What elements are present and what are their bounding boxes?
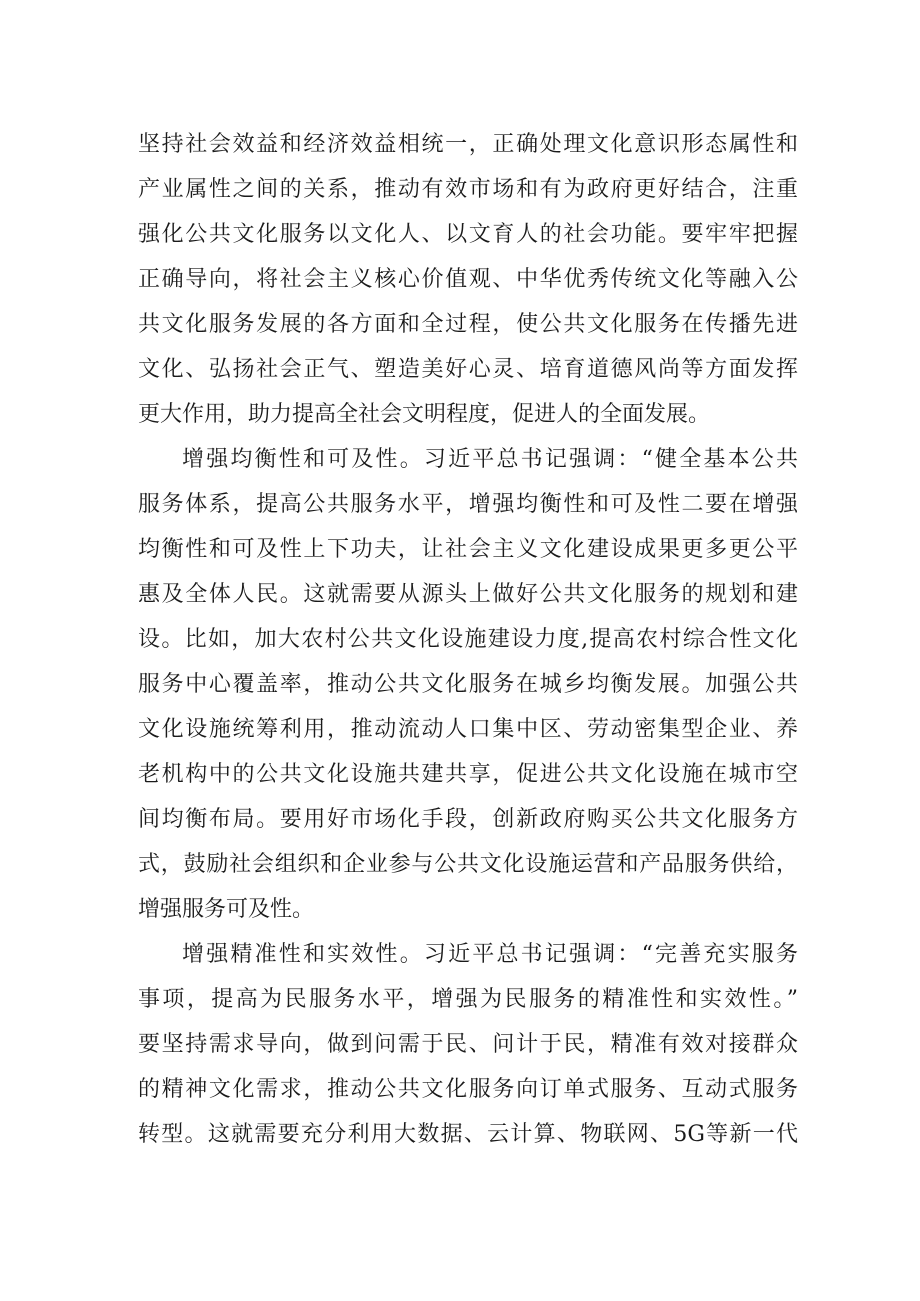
text-line: 更大作用，助力提高全社会文明程度，促进人的全面发展。 (138, 402, 711, 427)
text-line: 均衡性和可及性上下功夫，让社会主义文化建设成果更多更公平 (138, 537, 798, 562)
text-line: 事项，提高为民服务水平，增强为民服务的精准性和实效性。” (138, 987, 798, 1012)
text-line: 坚持社会效益和经济效益相统一，正确处理文化意识形态属性和 (138, 132, 798, 157)
text-line: 产业属性之间的关系，推动有效市场和有为政府更好结合，注重 (138, 177, 798, 202)
text-line: 服务体系，提高公共服务水平，增强均衡性和可及性二要在增强 (138, 492, 798, 517)
text-line: 正确导向，将社会主义核心价值观、中华优秀传统文化等融入公 (138, 267, 798, 292)
text-line: 老机构中的公共文化设施共建共享，促进公共文化设施在城市空 (138, 762, 798, 787)
text-line: 共文化服务发展的各方面和全过程，使公共文化服务在传播先进 (138, 312, 798, 337)
text-line: 服务中心覆盖率，推动公共文化服务在城乡均衡发展。加强公共 (138, 672, 798, 697)
text-line: 增强服务可及性。 (138, 897, 315, 922)
text-line: 强化公共文化服务以文化人、以文育人的社会功能。要牢牢把握 (138, 222, 798, 247)
text-line: 文化、弘扬社会正气、塑造美好心灵、培育道德风尚等方面发挥 (138, 357, 798, 382)
paragraph-3 (138, 932, 798, 1157)
text-line: 要坚持需求导向，做到问需于民、问计于民，精准有效对接群众 (138, 1032, 798, 1057)
text-line: 惠及全体人民。这就需要从源头上做好公共文化服务的规划和建 (138, 582, 798, 607)
paragraph-2 (138, 437, 798, 932)
text-line: 设。比如，加大农村公共文化设施建设力度,提高农村综合性文化 (138, 627, 798, 652)
paragraph-1 (138, 122, 798, 437)
text-line: 文化设施统筹利用，推动流动人口集中区、劳动密集型企业、养 (138, 717, 798, 742)
text-line: 的精神文化需求，推动公共文化服务向订单式服务、互动式服务 (138, 1077, 798, 1102)
text-line: 增强精准性和实效性。习近平总书记强调：“完善充实服务 (182, 942, 798, 967)
text-line: 增强均衡性和可及性。习近平总书记强调：“健全基本公共 (182, 447, 798, 472)
text-line: 转型。这就需要充分利用大数据、云计算、物联网、5G等新一代 (138, 1122, 798, 1147)
text-line: 式，鼓励社会组织和企业参与公共文化设施运营和产品服务供给， (138, 852, 798, 877)
text-line: 间均衡布局。要用好市场化手段，创新政府购买公共文化服务方 (138, 807, 798, 832)
document-body (138, 122, 798, 1157)
